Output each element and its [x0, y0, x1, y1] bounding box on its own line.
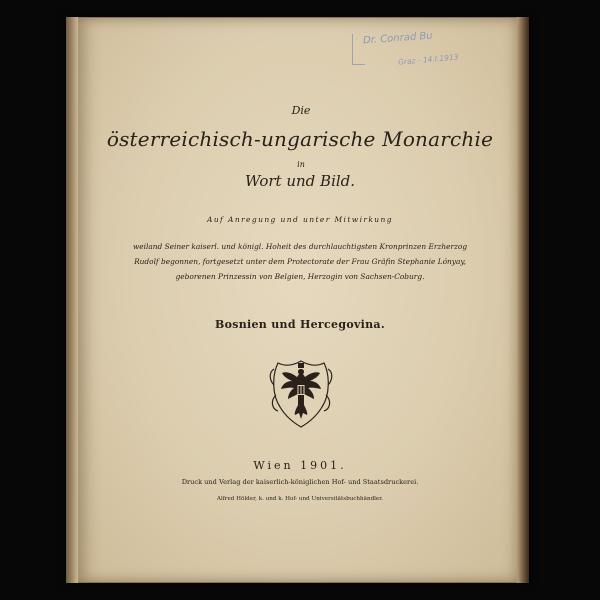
main-title: österreichisch-ungarische Monarchie — [106, 127, 494, 151]
handwritten-owner-name: Dr. Conrad Bu — [362, 30, 433, 47]
place-year: Wien 1901. — [253, 459, 347, 472]
double-eagle-emblem-icon — [268, 355, 334, 431]
subtitle: Wort und Bild. — [244, 172, 356, 190]
printer-line: Druck und Verlag der kaiserlich-königlichen Hof- und Staatsdruckerei. — [181, 478, 419, 486]
volume-title: Bosnien und Hercegovina. — [215, 318, 385, 331]
title-die: Die — [291, 104, 311, 117]
title-in: in — [297, 160, 305, 169]
anregung-line: Auf Anregung und unter Mitwirkung — [207, 215, 393, 224]
bookseller-line: Alfred Hölder, k. und k. Hof- und Universitätsbuchhändler. — [216, 496, 384, 502]
patronage-line-2: Rudolf begonnen, fortgesetzt unter dem Protectorate der Frau Gräfin Stephanie Lónyay, — [134, 257, 466, 266]
handwritten-date: Graz - 14.I.1913 — [397, 52, 459, 67]
patronage-line-1: weiland Seiner kaiserl. und königl. Hoheit des durchlauchtigsten Kronprinzen Erzherzog — [132, 242, 468, 251]
patronage-line-3: geborenen Prinzessin von Belgien, Herzogin von Sachsen-Coburg. — [175, 272, 425, 281]
